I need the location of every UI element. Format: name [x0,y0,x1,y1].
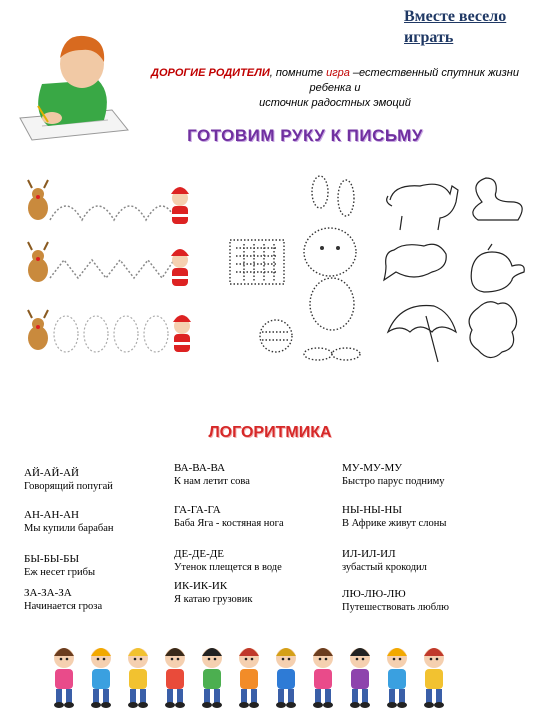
rhyme-syllables: БЫ-БЫ-БЫ [24,553,80,565]
rhyme-text: К нам летит сова [174,476,250,487]
rhyme-syllables: МУ-МУ-МУ [342,462,403,474]
intro-part1: , помните [269,67,327,79]
rhyme-entry [342,548,427,574]
rhyme-text: Утенок плещется в воде [174,562,282,573]
rhyme-syllables: ВА-ВА-ВА [174,462,226,474]
rhyme-syllables: ЗА-ЗА-ЗА [24,587,72,599]
rhyme-syllables: ДЕ-ДЕ-ДЕ [174,548,224,560]
rhyme-entry [342,504,446,530]
rhyme-text: зубастый крокодил [342,562,427,573]
rhyme-syllables: НЫ-НЫ-НЫ [342,504,402,516]
intro-parents: ДОРОГИЕ РОДИТЕЛИ [151,67,270,79]
title-line-2: играть [404,29,454,46]
intro-game: игра [326,67,350,79]
rhyme-text: Баба Яга - костяная нога [174,518,284,529]
rhyme-entry [174,548,282,574]
intro-line-1 [140,66,530,96]
rhyme-entry [174,504,284,530]
boy-writing-illustration [12,22,132,142]
rhyme-text: Мы купили барабан [24,523,114,534]
rhyme-entry [342,462,445,488]
rhymes-column-3 [342,462,532,622]
rhyme-syllables: ЛЮ-ЛЮ-ЛЮ [342,588,406,600]
rhyme-text: Говорящий попугай [24,481,113,492]
rhyme-entry [174,462,250,488]
heading-writing: ГОТОВИМ РУКУ К ПИСЬМУ [187,126,423,145]
child-figure [91,648,111,708]
tracing-worksheet-left [20,176,210,366]
child-figure [54,648,74,708]
rhyme-entry [24,509,113,535]
child-figure [128,648,148,708]
rhyme-text: Быстро парус подниму [342,476,445,487]
child-figure [424,648,444,708]
intro-text [140,66,530,111]
rhyme-text: Начинается гроза [24,601,103,612]
child-figure [202,648,222,708]
reindeer-icon [28,180,48,220]
child-figure [239,648,259,708]
rhymes-column-1 [24,467,174,617]
rhyme-entry [24,467,113,493]
outline-shapes-grid [380,172,530,382]
rhyme-entry [24,553,95,579]
child-figure [165,648,185,708]
title-line-1: Вместе весело [404,8,507,25]
rhymes-column-2 [174,462,344,612]
bunny-tracing-picture [222,176,372,376]
intro-line-2: источник радостных эмоций [259,97,411,109]
rhyme-text: В Африке живут слоны [342,518,447,529]
rhyme-syllables: ИК-ИК-ИК [174,580,228,592]
children-row-illustration [52,644,472,710]
rhyme-text: Я катаю грузовик [174,594,253,605]
child-figure [313,648,333,708]
heading-logorhythmics: ЛОГОРИТМИКА [208,424,332,441]
rhyme-syllables: ГА-ГА-ГА [174,504,221,516]
rhyme-syllables: ИЛ-ИЛ-ИЛ [342,548,396,560]
rhyme-text: Еж несет грибы [24,567,96,578]
santa-icon [171,187,189,224]
page-title [404,6,534,48]
child-figure [350,648,370,708]
rhyme-entry [342,588,449,614]
child-figure [387,648,407,708]
rhyme-entry [24,587,102,613]
rhyme-entry [174,580,253,606]
rhyme-syllables: АЙ-АЙ-АЙ [24,467,79,479]
rhyme-syllables: АН-АН-АН [24,509,79,521]
rhyme-text: Путешествовать люблю [342,602,449,613]
child-figure [276,648,296,708]
intro-part2: –естественный спутник жизни ребенка и [309,67,519,94]
